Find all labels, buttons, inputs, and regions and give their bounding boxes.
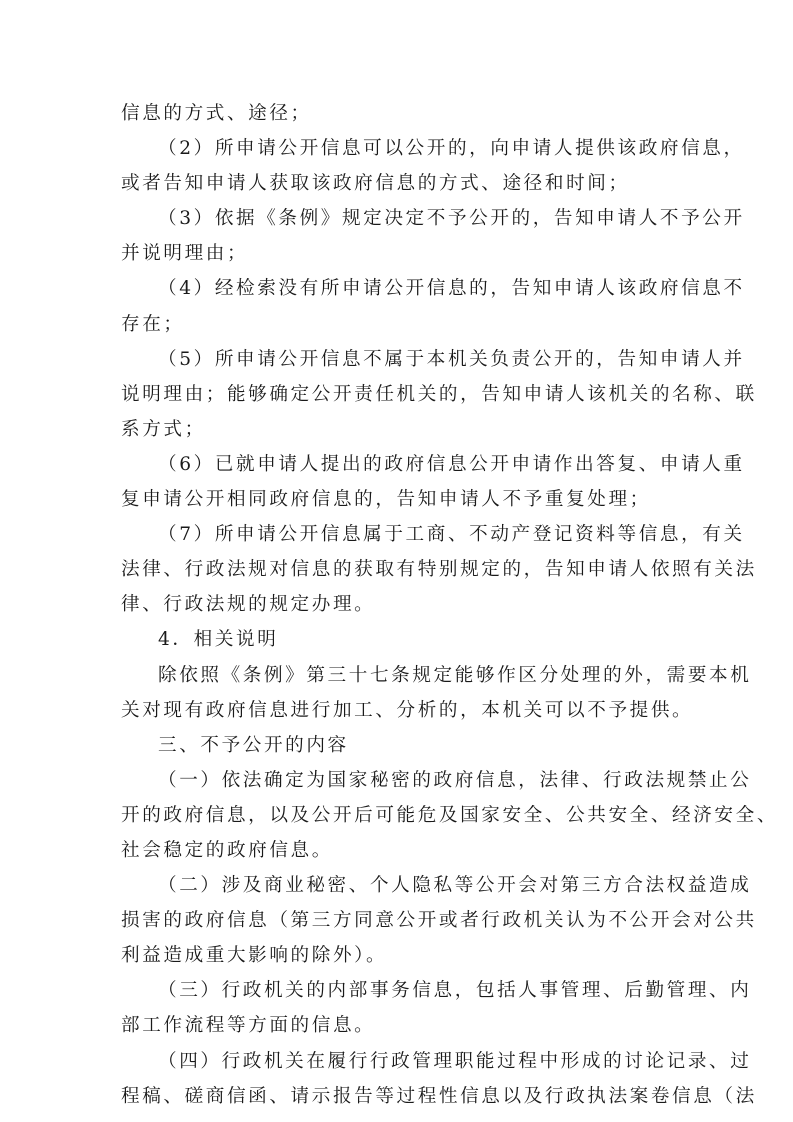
text-line: 复申请公开相同政府信息的，告知申请人不予重复处理； <box>121 489 651 511</box>
text-line: 律、行政法规的规定办理。 <box>121 594 376 616</box>
text-line: 除依照《条例》第三十七条规定能够作区分处理的外，需要本机 <box>158 664 752 686</box>
text-line: （三）行政机关的内部事务信息，包括人事管理、后勤管理、内 <box>158 980 752 1002</box>
text-line: 程稿、磋商信函、请示报告等过程性信息以及行政执法案卷信息（法 <box>121 1085 757 1107</box>
text-line: 关对现有政府信息进行加工、分析的，本机关可以不予提供。 <box>121 699 694 721</box>
section-heading: 4．相关说明 <box>158 629 279 651</box>
text-line: 法律、行政法规对信息的获取有特别规定的，告知申请人依照有关法 <box>121 559 757 581</box>
text-line: （4）经检索没有所申请公开信息的，告知申请人该政府信息不 <box>158 278 745 300</box>
text-line: （7）所申请公开信息属于工商、不动产登记资料等信息，有关 <box>158 524 745 546</box>
text-line: 损害的政府信息（第三方同意公开或者行政机关认为不公开会对公共 <box>121 910 757 932</box>
text-line: （2）所申请公开信息可以公开的，向申请人提供该政府信息， <box>158 138 745 160</box>
text-line: 利益造成重大影响的除外）。 <box>121 945 388 967</box>
text-line: 并说明理由； <box>121 243 249 265</box>
text-line: 开的政府信息，以及公开后可能危及国家安全、公共安全、经济安全、 <box>121 804 779 826</box>
text-line: （一）依法确定为国家秘密的政府信息，法律、行政法规禁止公 <box>158 769 752 791</box>
text-line: 社会稳定的政府信息。 <box>121 839 333 861</box>
section-heading: 三、不予公开的内容 <box>158 734 349 756</box>
text-line: 存在； <box>121 313 185 335</box>
text-line: （二）涉及商业秘密、个人隐私等公开会对第三方合法权益造成 <box>158 875 752 897</box>
text-line: 或者告知申请人获取该政府信息的方式、途径和时间； <box>121 173 630 195</box>
text-line: （5）所申请公开信息不属于本机关负责公开的，告知申请人并 <box>158 348 745 370</box>
text-line: （6）已就申请人提出的政府信息公开申请作出答复、申请人重 <box>158 453 745 475</box>
text-line: 部工作流程等方面的信息。 <box>121 1015 376 1037</box>
text-line: （四）行政机关在履行行政管理职能过程中形成的讨论记录、过 <box>158 1050 752 1072</box>
text-line: 系方式； <box>121 418 206 440</box>
text-line: 说明理由；能够确定公开责任机关的，告知申请人该机关的名称、联 <box>121 383 757 405</box>
text-line: （3）依据《条例》规定决定不予公开的，告知申请人不予公开 <box>158 208 745 230</box>
text-line: 信息的方式、途径； <box>121 103 312 124</box>
document-body <box>121 96 779 1114</box>
